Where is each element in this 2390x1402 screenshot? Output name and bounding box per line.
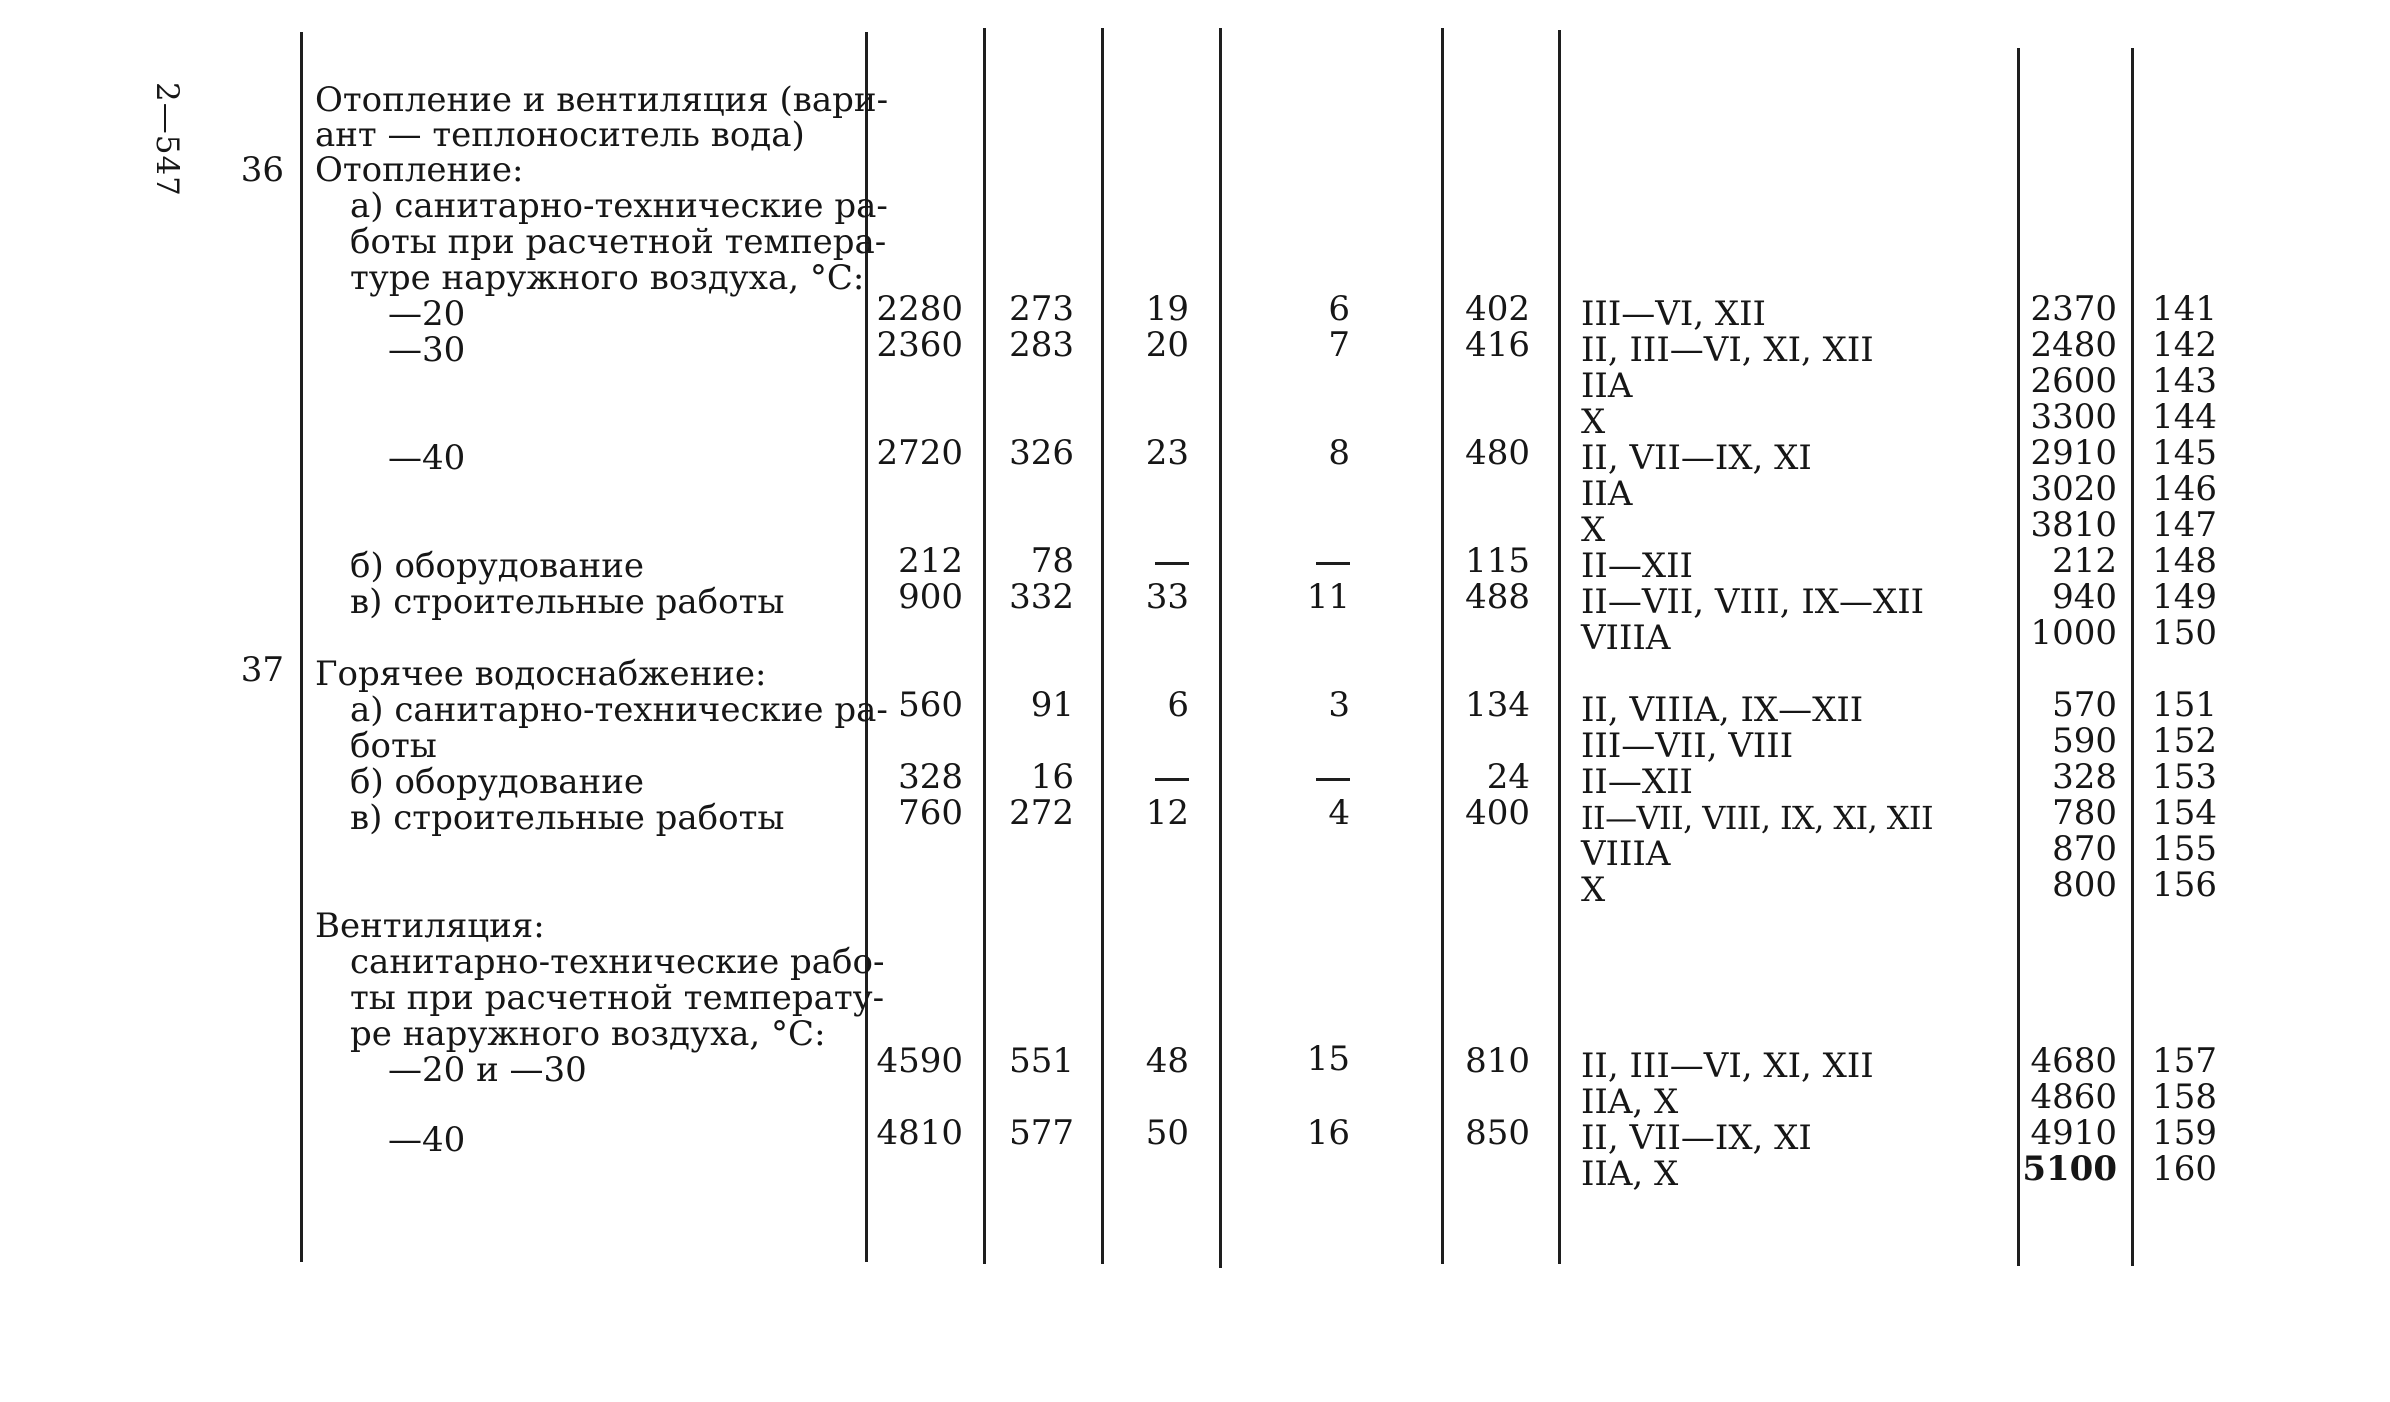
cell: 50 [1145, 1113, 1189, 1153]
row-number: 148 [2152, 541, 2217, 581]
section-title: Отопление и вентиляция (вари- [315, 80, 889, 120]
region-cell: II, VII—IX, XI [1581, 438, 1812, 478]
cell: 850 [1465, 1113, 1530, 1153]
row-number: 156 [2152, 865, 2217, 905]
cell: 551 [1009, 1041, 1074, 1081]
row-label: —40 [388, 438, 466, 478]
cell: 12 [1145, 793, 1189, 833]
row-number: 141 [2152, 289, 2217, 329]
region-cell: VIIIA [1581, 618, 1671, 658]
cell: 2600 [2030, 361, 2117, 401]
row-label: боты [350, 726, 437, 766]
cell: 2370 [2030, 289, 2117, 329]
column-rule [1441, 28, 1444, 1264]
column-rule [1558, 30, 1561, 1264]
cell: 870 [2052, 829, 2117, 869]
row-label: —30 [388, 330, 466, 370]
cell: 577 [1009, 1113, 1074, 1153]
row-number: 147 [2152, 505, 2217, 545]
region-cell: II—VII, VIII, IX, XI, XII [1581, 799, 1933, 837]
cell: 33 [1145, 577, 1189, 617]
row-number: 144 [2152, 397, 2217, 437]
cell: 15 [1306, 1039, 1350, 1079]
cell: 2480 [2030, 325, 2117, 365]
cell: 23 [1145, 433, 1189, 473]
row-number: 150 [2152, 613, 2217, 653]
cell: 480 [1465, 433, 1530, 473]
item-number: 36 [240, 150, 284, 190]
row-label: туре наружного воздуха, °С: [350, 258, 865, 298]
region-cell: II, III—VI, XI, XII [1581, 1046, 1874, 1086]
row-number: 157 [2152, 1041, 2217, 1081]
cell: 273 [1009, 289, 1074, 329]
cell: 780 [2052, 793, 2117, 833]
cell: 4680 [2030, 1041, 2117, 1081]
region-cell: IIA, X [1581, 1082, 1679, 1122]
cell: 402 [1465, 289, 1530, 329]
region-cell: X [1581, 402, 1606, 442]
region-cell: IIA [1581, 366, 1633, 406]
region-cell: II—VII, VIII, IX—XII [1581, 582, 1925, 622]
row-number: 159 [2152, 1113, 2217, 1153]
cell: 940 [2052, 577, 2117, 617]
region-cell: II—XII [1581, 546, 1693, 586]
cell: 3020 [2030, 469, 2117, 509]
row-number: 145 [2152, 433, 2217, 473]
column-rule [983, 28, 986, 1264]
row-number: 154 [2152, 793, 2217, 833]
cell: 19 [1145, 289, 1189, 329]
region-cell: IIA, X [1581, 1154, 1679, 1194]
cell: 4910 [2030, 1113, 2117, 1153]
row-label: ты при расчетной температу- [350, 978, 885, 1018]
row-label: —20 и —30 [388, 1050, 587, 1090]
region-cell: II—XII [1581, 762, 1693, 802]
cell: 4590 [876, 1041, 963, 1081]
cell: 91 [1030, 685, 1074, 725]
cell: 272 [1009, 793, 1074, 833]
empty-cell [1155, 543, 1189, 579]
cell: 2280 [876, 289, 963, 329]
row-number: 155 [2152, 829, 2217, 869]
region-cell: IIA [1581, 474, 1633, 514]
cell: 810 [1465, 1041, 1530, 1081]
cell: 48 [1145, 1041, 1189, 1081]
subsection-label: Горячее водоснабжение: [315, 654, 767, 694]
cell: 1000 [2030, 613, 2117, 653]
row-label: б) оборудование [350, 546, 644, 586]
cell: 78 [1030, 541, 1074, 581]
cell: 328 [2052, 757, 2117, 797]
row-number: 149 [2152, 577, 2217, 617]
region-cell: II, VIIIA, IX—XII [1581, 690, 1864, 730]
cell: 20 [1145, 325, 1189, 365]
row-number: 142 [2152, 325, 2217, 365]
cell: 3300 [2030, 397, 2117, 437]
cell: 212 [2052, 541, 2117, 581]
section-title: ант — теплоноситель вода) [315, 115, 805, 155]
cell: 134 [1465, 685, 1530, 725]
cell: 8 [1328, 433, 1350, 473]
row-label: а) санитарно-технические ра- [350, 690, 888, 730]
row-number: 151 [2152, 685, 2217, 725]
row-label: боты при расчетной темпера- [350, 222, 887, 262]
item-number: 37 [240, 650, 284, 690]
column-rule [300, 32, 303, 1262]
row-number: 152 [2152, 721, 2217, 761]
cell: 6 [1328, 289, 1350, 329]
row-number: 146 [2152, 469, 2217, 509]
cell: 328 [898, 757, 963, 797]
cell: 6 [1167, 685, 1189, 725]
region-cell: VIIIA [1581, 834, 1671, 874]
cell: 3810 [2030, 505, 2117, 545]
region-cell: X [1581, 510, 1606, 550]
cell: 570 [2052, 685, 2117, 725]
empty-cell [1316, 543, 1350, 579]
row-number: 158 [2152, 1077, 2217, 1117]
row-label: в) строительные работы [350, 798, 785, 838]
empty-cell [1316, 759, 1350, 795]
row-label: б) оборудование [350, 762, 644, 802]
column-rule [1219, 28, 1222, 1268]
row-label: санитарно-технические рабо- [350, 942, 885, 982]
subsection-label: Вентиляция: [315, 906, 545, 946]
cell: 4810 [876, 1113, 963, 1153]
region-cell: X [1581, 870, 1606, 910]
cell: 590 [2052, 721, 2117, 761]
cell: 2910 [2030, 433, 2117, 473]
row-label: а) санитарно-технические ра- [350, 186, 888, 226]
cell: 283 [1009, 325, 1074, 365]
cell: 24 [1486, 757, 1530, 797]
cell: 16 [1306, 1113, 1350, 1153]
cell: 115 [1465, 541, 1530, 581]
cell: 2720 [876, 433, 963, 473]
cell: 760 [898, 793, 963, 833]
cell: 416 [1465, 325, 1530, 365]
cell: 332 [1009, 577, 1074, 617]
row-label: —40 [388, 1120, 466, 1160]
row-label: ре наружного воздуха, °С: [350, 1014, 826, 1054]
margin-page-note: 2—547 [149, 82, 185, 197]
cell: 326 [1009, 433, 1074, 473]
column-rule [2131, 48, 2134, 1266]
cell: 16 [1030, 757, 1074, 797]
cell: 900 [898, 577, 963, 617]
region-cell: III—VII, VIII [1581, 726, 1794, 766]
cell: 2360 [876, 325, 963, 365]
row-number: 160 [2152, 1149, 2217, 1189]
cell: 212 [898, 541, 963, 581]
cell: 5100 [2022, 1149, 2117, 1189]
column-rule [2017, 48, 2020, 1266]
row-label: в) строительные работы [350, 582, 785, 622]
cell: 800 [2052, 865, 2117, 905]
region-cell: III—VI, XII [1581, 294, 1766, 334]
cell: 400 [1465, 793, 1530, 833]
cell: 4 [1328, 793, 1350, 833]
cell: 11 [1306, 577, 1350, 617]
region-cell: II, VII—IX, XI [1581, 1118, 1812, 1158]
cell: 4860 [2030, 1077, 2117, 1117]
row-number: 143 [2152, 361, 2217, 401]
cell: 7 [1328, 325, 1350, 365]
empty-cell [1155, 759, 1189, 795]
cell: 560 [898, 685, 963, 725]
column-rule [1101, 28, 1104, 1264]
subsection-label: Отопление: [315, 150, 524, 190]
cell: 3 [1328, 685, 1350, 725]
cell: 488 [1465, 577, 1530, 617]
row-label: —20 [388, 294, 466, 334]
region-cell: II, III—VI, XI, XII [1581, 330, 1874, 370]
row-number: 153 [2152, 757, 2217, 797]
